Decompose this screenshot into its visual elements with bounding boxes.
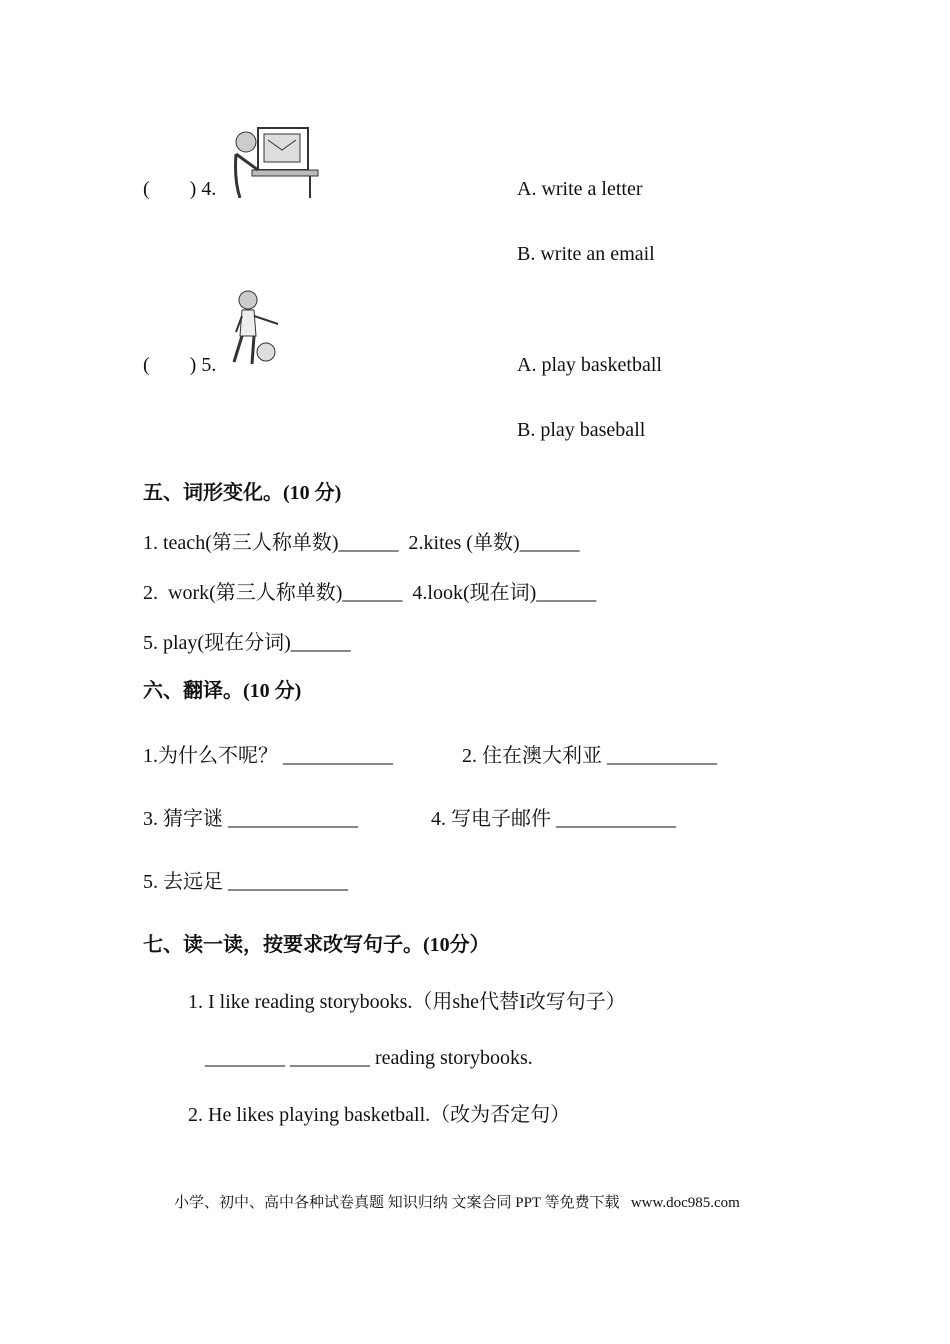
- word-form-line: 5. play(现在分词)______: [143, 632, 351, 654]
- word-form-line: 1. teach(第三人称单数)______ 2.kites (单数)______: [143, 532, 580, 554]
- translation-item: 1.为什么不呢？ ___________: [143, 745, 393, 767]
- rewrite-answer-line: ________ ________ reading storybooks.: [205, 1047, 533, 1069]
- section-5-title: 五、词形变化。(10 分): [143, 482, 342, 504]
- basketball-player-picture: [228, 288, 286, 370]
- translation-item: 5. 去远足 ____________: [143, 871, 348, 893]
- rewrite-item: 1. I like reading storybooks.（用she代替I改写句子）: [188, 991, 626, 1013]
- option-a-5: A. play basketball: [517, 354, 662, 376]
- translation-item: 4. 写电子邮件 ____________: [431, 808, 676, 830]
- footer-text: 小学、初中、高中各种试卷真题 知识归纳 文案合同 PPT 等免费下载 www.doc985.com: [174, 1195, 740, 1211]
- word-form-line: 2. work(第三人称单数)______ 4.look(现在词)______: [143, 582, 597, 604]
- section-7-title: 七、读一读，按要求改写句子。(10分）: [143, 934, 490, 956]
- option-b-5: B. play baseball: [517, 419, 646, 441]
- option-b-4: B. write an email: [517, 243, 655, 265]
- section-6-title: 六、翻译。(10 分): [143, 680, 302, 702]
- answer-paren-4: ( ) 4.: [143, 178, 217, 200]
- translation-item: 2. 住在澳大利亚 ___________: [462, 745, 717, 767]
- computer-user-picture: [230, 120, 320, 198]
- option-a-4: A. write a letter: [517, 178, 643, 200]
- answer-paren-5: ( ) 5.: [143, 354, 217, 376]
- translation-item: 3. 猜字谜 _____________: [143, 808, 358, 830]
- rewrite-item: 2. He likes playing basketball.（改为否定句）: [188, 1104, 571, 1126]
